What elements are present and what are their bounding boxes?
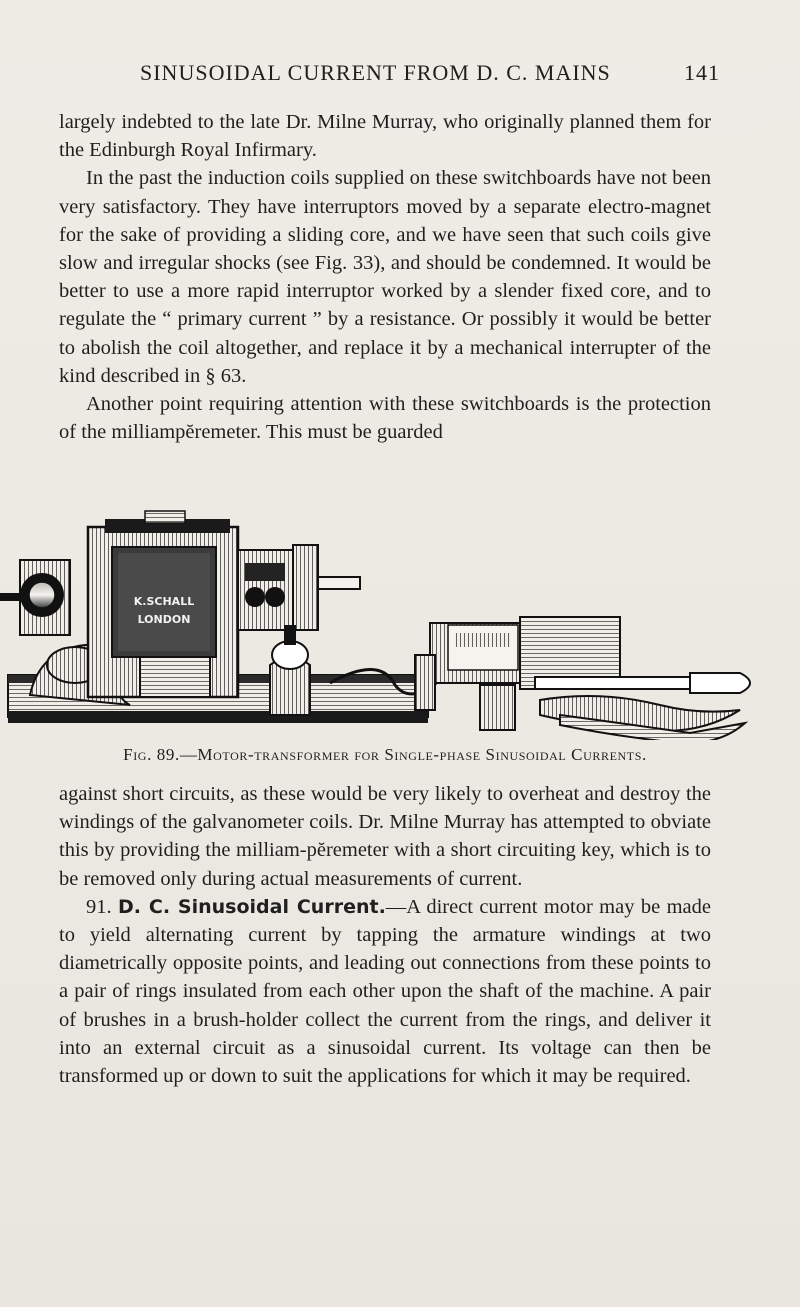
figure-caption: Fig. 89.—Motor-transformer for Single-phase Sinusoidal Currents. [123, 745, 647, 764]
body-text-bottom [59, 780, 711, 1090]
brush-post [270, 625, 310, 715]
motor-transformer-illustration [0, 505, 800, 740]
page-number: 141 [684, 60, 720, 85]
paragraph: Another point requiring attention with these switchboards is the protection of the milliampĕremeter. This must be guarded [59, 393, 711, 444]
section-heading: D. C. Sinusoidal Current. [118, 895, 386, 918]
paragraph: In the past the induction coils supplied on these switchboards have not been very satisfactory. They have interruptors moved by a separate electro-magnet for the sake of providing a sliding core, and we have seen that such coils give slow and irregular shocks (see Fig. 33), and should be condemned. It would be better to use a more rapid interruptor worked by a slender fixed core, and to regulate the “ primary current ” by a resistance. Or possibly it would be better to abolish the coil altogether, and replace it by a mechanical interrupter of the kind described in § 63. [59, 167, 711, 387]
nameplate-line-2: LONDON [137, 613, 191, 626]
section-number: 91. [86, 895, 112, 918]
nameplate-line-1: K.SCHALL [133, 595, 195, 608]
running-head [140, 60, 720, 86]
body-text-top [59, 108, 711, 446]
running-title: SINUSOIDAL CURRENT FROM D. C. MAINS [140, 60, 611, 85]
motor-body [88, 511, 238, 697]
paragraph-section-91 [59, 893, 711, 1090]
paragraph: largely indebted to the late Dr. Milne Murray, who originally planned them for the Edinburgh Royal Infirmary. [59, 111, 711, 162]
commutator-end [238, 545, 360, 630]
left-pulley [0, 560, 70, 635]
section-text: —A direct current motor may be made to yield alternating current by tapping the armature windings at two diametrically opposite points, and leading out connections from these points to a pair of rings insulated from each other upon the shaft of the machine. A pair of brushes in a brush-holder collect the current from the rings, and deliver it into an external circuit as a sinusoidal current. Its voltage can then be transformed up or down to suit the applications for which it may be required. [59, 895, 711, 1088]
figure-motor-transformer [0, 505, 800, 755]
paragraph: against short circuits, as these would be very likely to overheat and destroy the windings of the galvanometer coils. Dr. Milne Murray has attempted to obviate this by providing the milliam-pĕremeter with a short circuiting key, which is to be removed only during actual measurements of current. [59, 783, 711, 890]
sliding-core-rod [535, 673, 750, 693]
electrode-handles [540, 696, 745, 740]
